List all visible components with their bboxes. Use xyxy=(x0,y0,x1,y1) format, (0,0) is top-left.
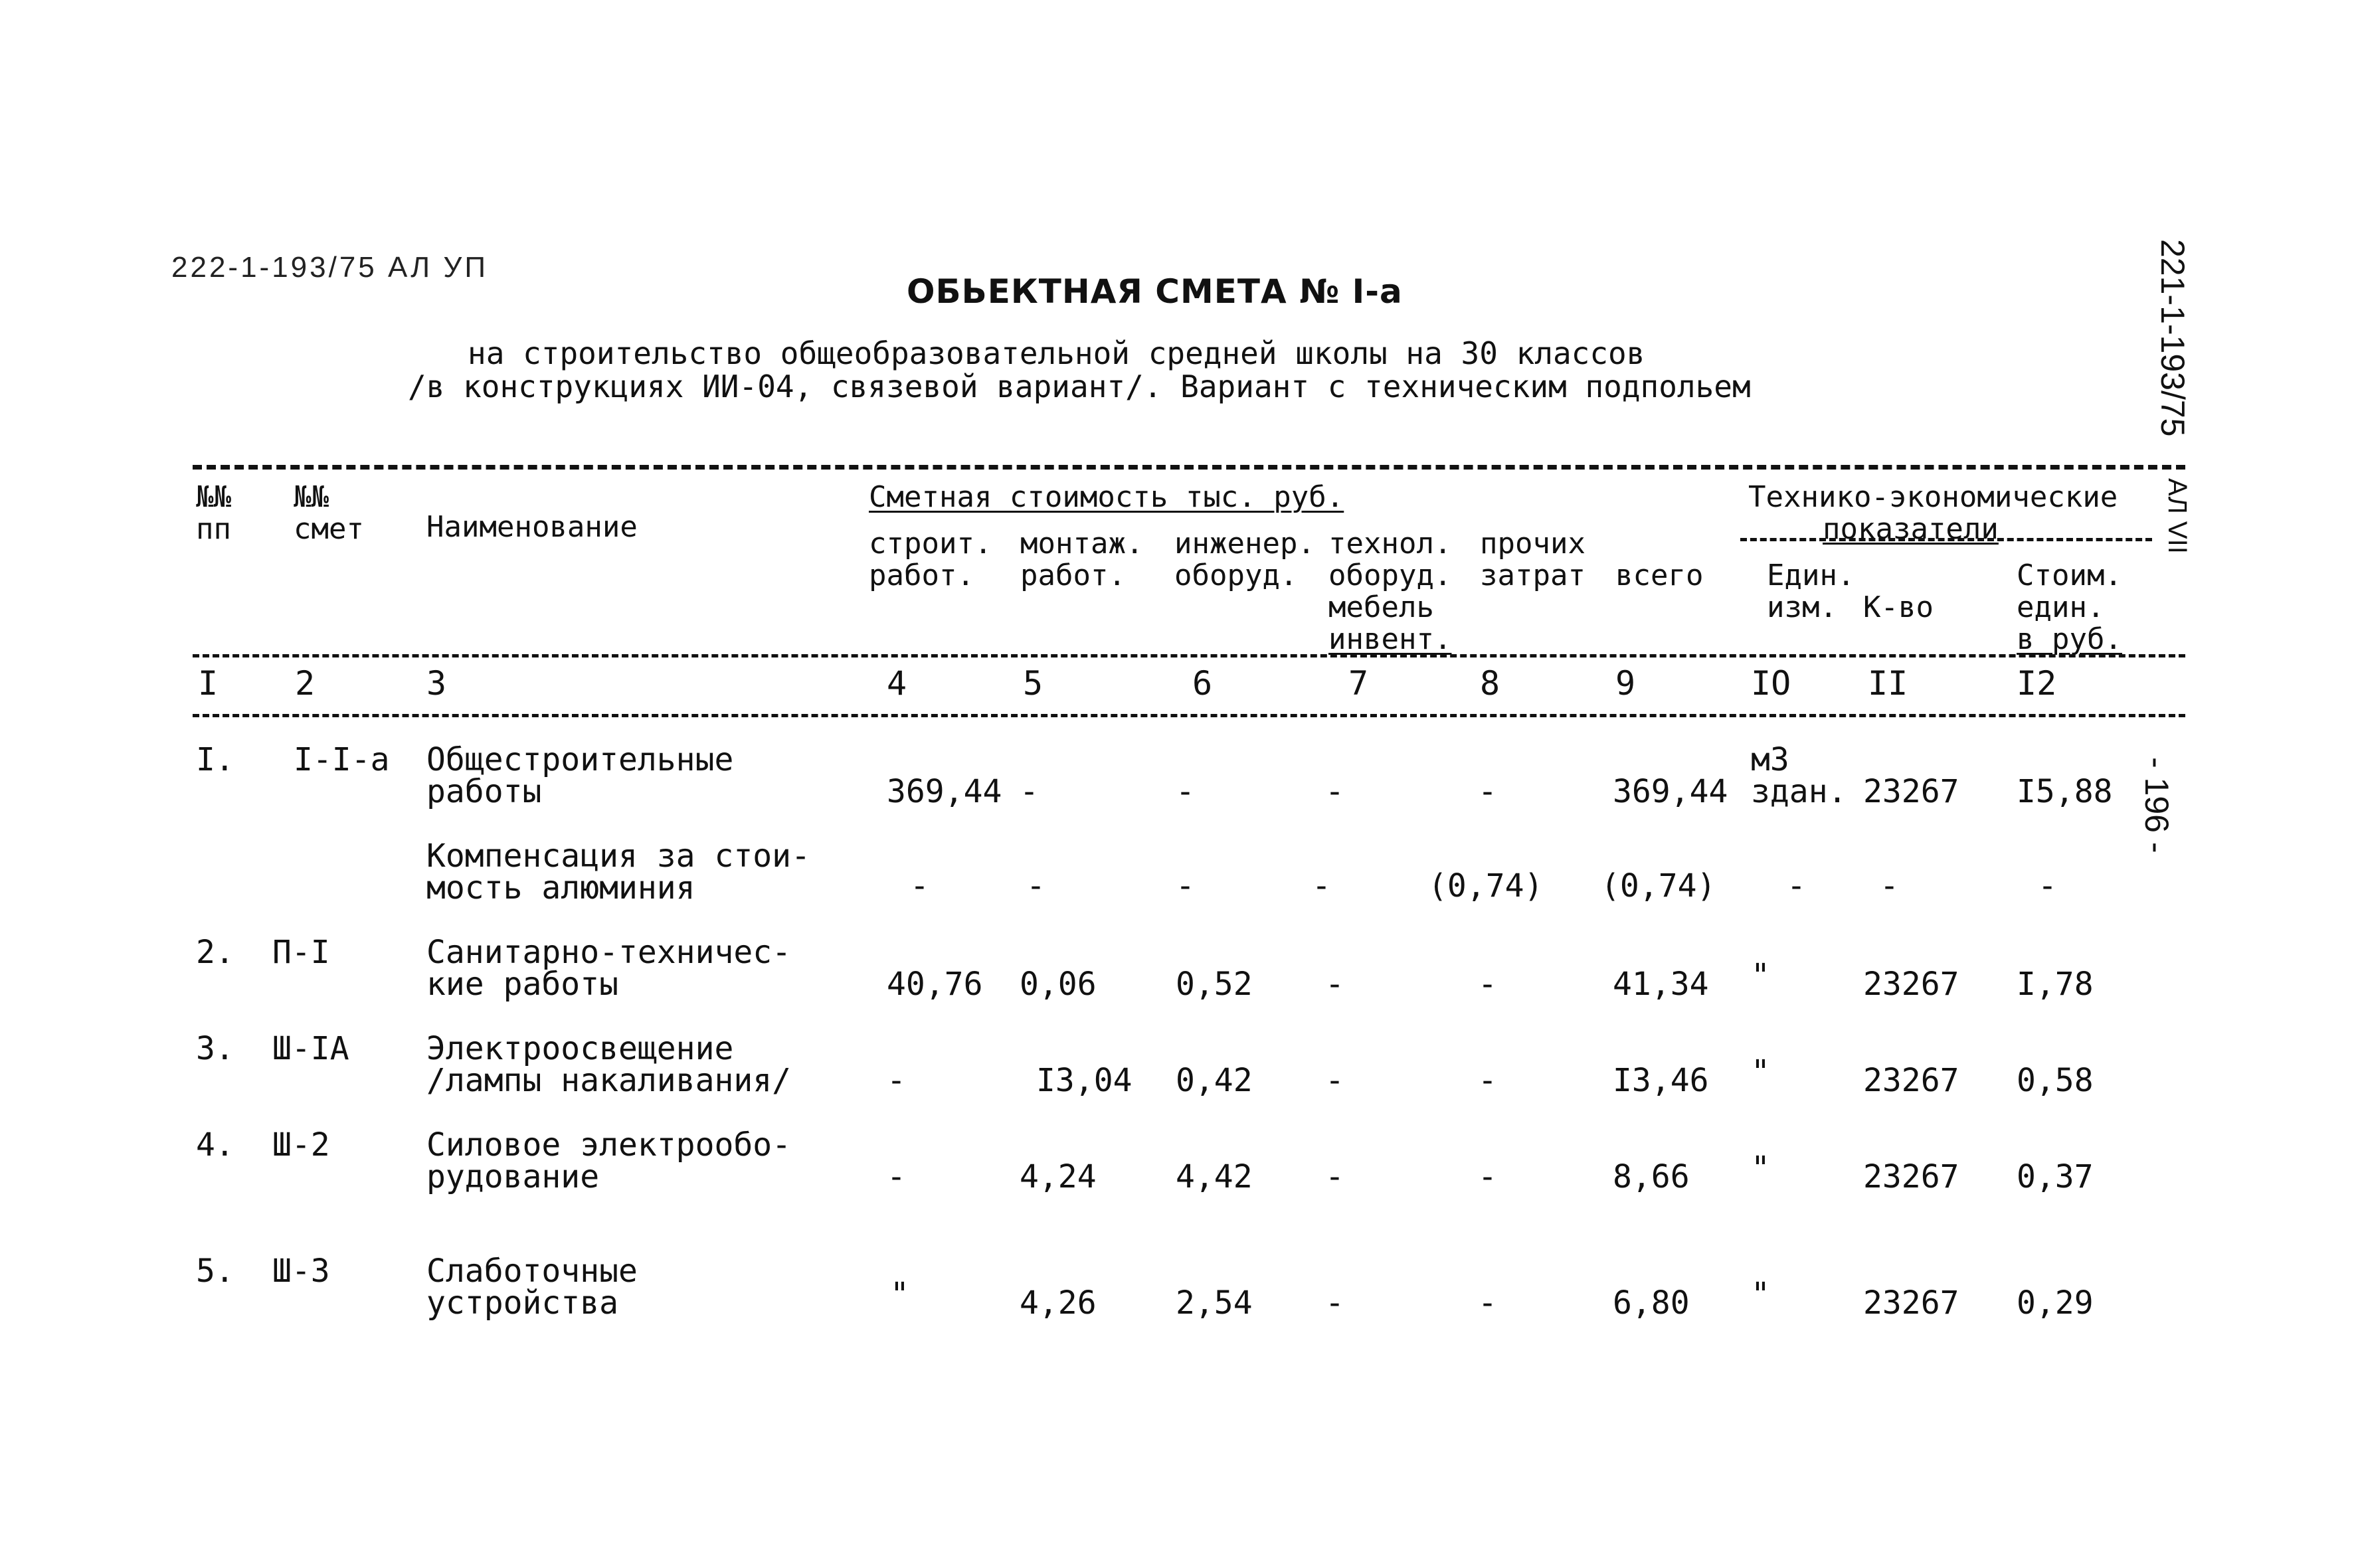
row-c4: - xyxy=(910,867,929,905)
row-c7: - xyxy=(1325,773,1344,810)
row-c12: I5,88 xyxy=(2017,773,2113,810)
page-title: ОБЬЕКТНАЯ СМЕТА № I-а xyxy=(907,272,1403,311)
row-c5: - xyxy=(1026,867,1045,905)
row-c9: 369,44 xyxy=(1613,773,1728,810)
header-c9: всего xyxy=(1615,559,1704,592)
row-c9: I3,46 xyxy=(1613,1062,1709,1099)
row-c10: " xyxy=(1751,1276,1770,1313)
row-c5: 4,24 xyxy=(1020,1158,1097,1195)
header-c12: Стоим. един. в руб. xyxy=(2017,559,2122,656)
row-c11: 23267 xyxy=(1863,1284,1959,1322)
header-cost-group: Сметная стоимость тыс. руб. xyxy=(869,480,1344,514)
header-c6: инженер. оборуд. xyxy=(1174,527,1315,592)
header-smeta: №№ смет xyxy=(294,480,364,546)
subtitle-line-1: на строительство общеобразовательной средней школы на 30 классов xyxy=(468,335,1645,371)
row-c8: - xyxy=(1478,966,1497,1003)
row-c7: - xyxy=(1325,966,1344,1003)
row-pp: 4. xyxy=(196,1126,234,1164)
row-smeta: Ш-2 xyxy=(272,1126,330,1164)
row-c9: (0,74) xyxy=(1601,867,1716,905)
row-c12: 0,29 xyxy=(2017,1284,2094,1322)
row-c10: " xyxy=(1751,1150,1770,1187)
row-c4: - xyxy=(887,1158,906,1195)
row-c9: 8,66 xyxy=(1613,1158,1690,1195)
page-number: - 196 - xyxy=(2138,757,2175,853)
header-name: Наименование xyxy=(426,510,638,544)
row-pp: 3. xyxy=(196,1030,234,1067)
row-c4: 40,76 xyxy=(887,966,983,1003)
row-name: Силовое электрообо- рудование xyxy=(426,1126,792,1195)
row-pp: I. xyxy=(196,741,234,778)
row-name: Общестроительные работы xyxy=(426,741,734,810)
row-c6: 0,42 xyxy=(1176,1062,1253,1099)
header-pp: №№ пп xyxy=(196,480,231,546)
col-number: 6 xyxy=(1192,664,1213,703)
row-c6: 0,52 xyxy=(1176,966,1253,1003)
header-bottom-rule xyxy=(193,654,2185,657)
col-number: II xyxy=(1868,664,1908,703)
col-number: 8 xyxy=(1480,664,1500,703)
row-c11: 23267 xyxy=(1863,1158,1959,1195)
row-smeta: Ш-IА xyxy=(272,1030,349,1067)
margin-document-code: 221-1-193/75 xyxy=(2154,239,2191,437)
row-c11: 23267 xyxy=(1863,1062,1959,1099)
row-c4: 369,44 xyxy=(887,773,1002,810)
row-smeta: Ш-3 xyxy=(272,1253,330,1290)
row-c10: м3 здан. xyxy=(1751,741,1847,810)
row-c5: 4,26 xyxy=(1020,1284,1097,1322)
row-c12: I,78 xyxy=(2017,966,2094,1003)
row-c7: - xyxy=(1325,1284,1344,1322)
row-c6: 4,42 xyxy=(1176,1158,1253,1195)
column-numbers-rule xyxy=(193,714,2185,717)
col-number: 2 xyxy=(295,664,316,703)
row-c12: 0,58 xyxy=(2017,1062,2094,1099)
row-c10: " xyxy=(1751,1053,1770,1090)
row-c5: - xyxy=(1020,773,1039,810)
col-number: 9 xyxy=(1615,664,1636,703)
margin-album-mark: АЛ VII xyxy=(2163,478,2192,554)
row-c12: - xyxy=(2038,867,2057,905)
row-c7: - xyxy=(1325,1062,1344,1099)
header-c5: монтаж. работ. xyxy=(1020,527,1144,592)
col-number: 4 xyxy=(887,664,907,703)
row-c8: - xyxy=(1478,1062,1497,1099)
row-c8: - xyxy=(1478,1284,1497,1322)
row-c7: - xyxy=(1312,867,1331,905)
col-number: IO xyxy=(1751,664,1791,703)
row-c6: 2,54 xyxy=(1176,1284,1253,1322)
row-c5: I3,04 xyxy=(1036,1062,1132,1099)
row-name: Компенсация за стои- мость алюминия xyxy=(426,837,810,907)
row-c4: " xyxy=(890,1276,909,1313)
row-c11: - xyxy=(1880,867,1899,905)
row-c8: (0,74) xyxy=(1428,867,1544,905)
row-name: Санитарно-техничес- кие работы xyxy=(426,934,792,1003)
header-c8: прочих затрат xyxy=(1480,527,1585,592)
row-c12: 0,37 xyxy=(2017,1158,2094,1195)
row-c9: 6,80 xyxy=(1613,1284,1690,1322)
table-top-rule xyxy=(193,465,2185,470)
row-name: Слаботочные устройства xyxy=(426,1253,638,1322)
row-pp: 5. xyxy=(196,1253,234,1290)
row-smeta: I-I-а xyxy=(294,741,390,778)
row-c11: 23267 xyxy=(1863,773,1959,810)
col-number: 3 xyxy=(426,664,447,703)
row-c6: - xyxy=(1176,867,1195,905)
header-c7: технол. оборуд. мебель инвент. xyxy=(1328,527,1452,656)
col-number: 7 xyxy=(1348,664,1369,703)
row-c6: - xyxy=(1176,773,1195,810)
row-smeta: П-I xyxy=(272,934,330,971)
row-c9: 41,34 xyxy=(1613,966,1709,1003)
row-c10: - xyxy=(1787,867,1806,905)
row-c7: - xyxy=(1325,1158,1344,1195)
subtitle-line-2: /в конструкциях ИИ-04, связевой вариант/. Вариант с техническим подпольем xyxy=(408,369,1751,404)
header-c11: К-во xyxy=(1863,590,1934,624)
col-number: I2 xyxy=(2017,664,2057,703)
row-c10: " xyxy=(1751,957,1770,994)
header-c10: Един. изм. xyxy=(1767,559,1855,624)
header-tech-group: Технико-экономические показатели xyxy=(1748,480,2118,546)
row-c5: 0,06 xyxy=(1020,966,1097,1003)
row-c8: - xyxy=(1478,773,1497,810)
header-c4: строит. работ. xyxy=(869,527,992,592)
row-name: Электроосвещение /лампы накаливания/ xyxy=(426,1030,792,1099)
row-pp: 2. xyxy=(196,934,234,971)
row-c11: 23267 xyxy=(1863,966,1959,1003)
row-c4: - xyxy=(887,1062,906,1099)
col-number: I xyxy=(198,664,219,703)
document-code: 222-1-193/75 АЛ УП xyxy=(171,251,488,284)
col-number: 5 xyxy=(1023,664,1043,703)
row-c8: - xyxy=(1478,1158,1497,1195)
